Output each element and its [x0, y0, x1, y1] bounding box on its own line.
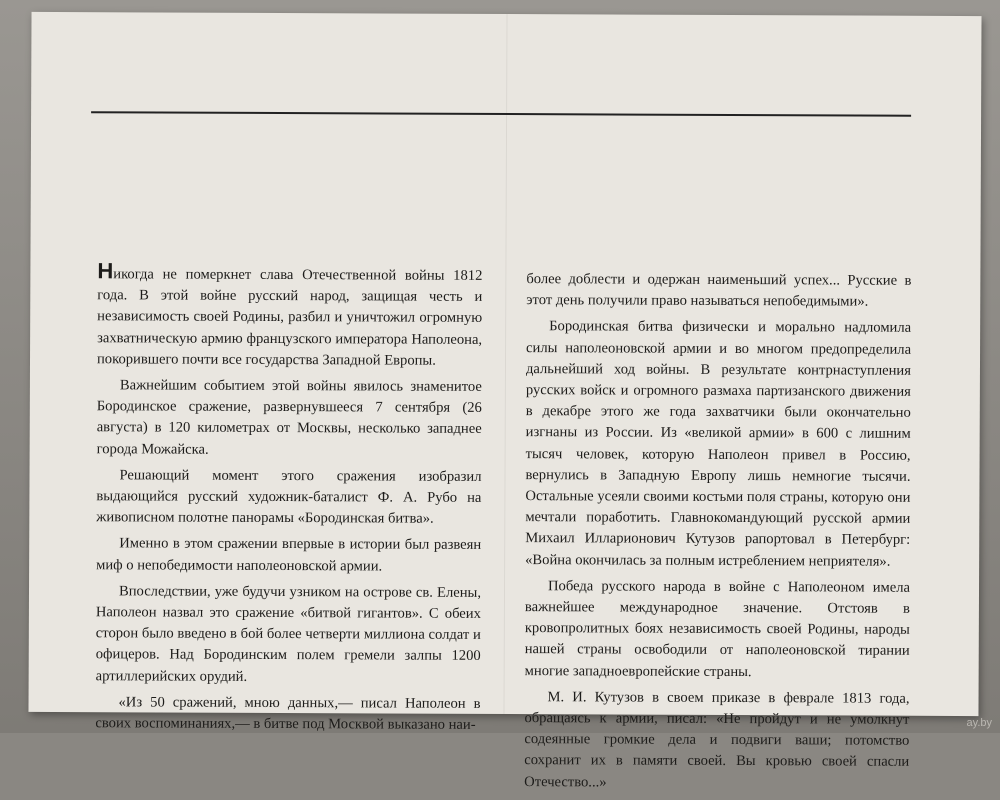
- paragraph-5: Впоследствии, уже будучи узником на острове св. Елены, Наполеон назвал это сражение «битвой гигантов». С обеих сторон было введено в бой более четверти миллиона солдат и офицеров. Над Бородинским полем гремели залпы 1200 артиллерийских орудий.: [95, 583, 482, 685]
- paragraph-8: Бородинская битва физически и морально надломила силы наполеоновской армии и во многом предопределила дальнейший ход войны. В результате контрнаступления русских войск и огромного размаха партизанского движения в декабре этого же года захватчики были окончательно изгнаны из России. Из «великой армии» в 600 с лишним тысяч человек, которую Наполеон привел в Россию, вернулись в Западную Европу лишь немногие тысячи. Остальные усеяли своими костьми поля страны, которую они мечтали поработить. Главнокомандующий русской армии Михаил Илларионович Кутузов рапортовал в Петербург: «Война окончилась за полным истреблением неприятеля».: [525, 318, 912, 570]
- right-column: [524, 269, 911, 800]
- paragraph-1: [96, 258, 483, 372]
- top-rule: [91, 111, 911, 117]
- watermark: ay.by: [966, 717, 992, 729]
- paragraph-4: Именно в этом сражении впервые в истории был развеян миф о непобедимости наполеоновской армии.: [96, 535, 482, 575]
- paragraph-10: М. И. Кутузов в своем приказе в феврале 1813 года, обращаясь к армии, писал: «Не пройдут и не умолкнут содеянные громкие дела и подвиги ваши; потомство сохранит их в памяти своей. Вы кровью своей спасли Отечество...»: [524, 689, 910, 791]
- left-column: [95, 258, 483, 741]
- paragraph-3: Решающий момент этого сражения изобразил выдающийся русский художник-баталист Ф. А. Рубо на живописном полотне панорамы «Бородинская битва».: [96, 467, 482, 527]
- center-fold: [503, 14, 507, 714]
- paragraph-7: более доблести и одержан наименьший успех... Русские в этот день получили право называться непобедимыми».: [526, 271, 912, 310]
- paragraph-2: Важнейшим событием этой войны явилось знаменитое Бородинское сражение, развернувшееся 7 сентября (26 августа) в 120 километрах от Москвы, несколько западнее города Можайска.: [96, 377, 482, 458]
- paragraph-6: «Из 50 сражений, мною данных,— писал Наполеон в своих воспоминаниях,— в битве под Москвой выказано наи-: [95, 694, 481, 733]
- paragraph-1-text: икогда не померкнет слава Отечественной войны 1812 года. В этой войне русский народ, защищая честь и независимость своей Родины, разбил и уничтожил огромную захватническую армию французского императора Наполеона, покорившего почти все государства Западной Европы.: [96, 266, 483, 369]
- drop-cap: Н: [97, 258, 114, 284]
- paragraph-9: Победа русского народа в войне с Наполеоном имела важнейшее международное значение. Отстояв в кровопролитных боях независимость своей Родины, народы нашей страны освободили от наполеоновской тирании многие западноевропейские страны.: [524, 578, 911, 680]
